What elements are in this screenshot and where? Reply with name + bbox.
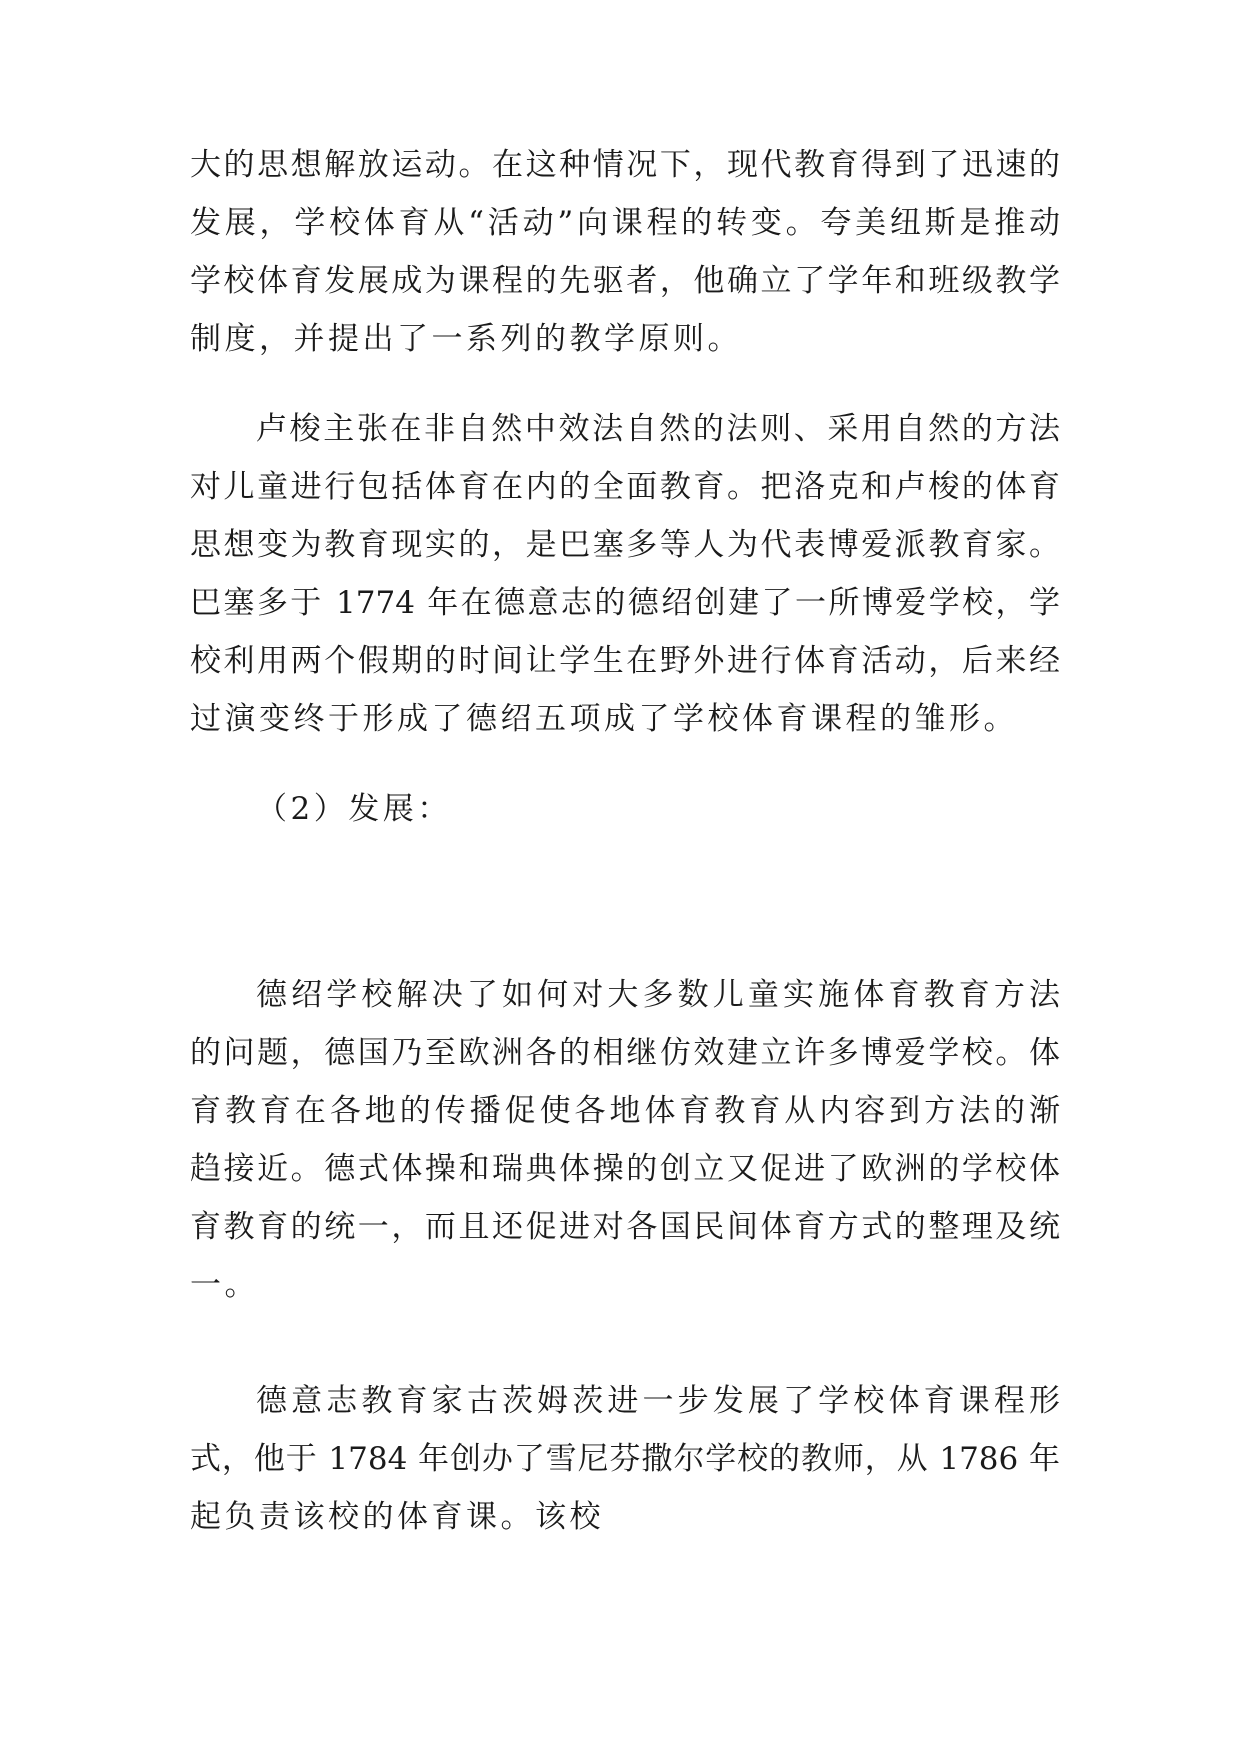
- paragraph-line: 对儿童进行包括体育在内的全面教育。把洛克和卢梭的体育: [190, 469, 1060, 505]
- paragraph-2: [190, 400, 1060, 748]
- paragraph-line: 过演变终于形成了德绍五项成了学校体育课程的雏形。: [190, 701, 1018, 737]
- paragraph-1: [190, 136, 1060, 368]
- paragraph-line: 大的思想解放运动。在这种情况下，现代教育得到了迅速的: [190, 147, 1060, 183]
- paragraph-line: 制度，并提出了一系列的教学原则。: [190, 321, 742, 357]
- paragraph-line: 起负责该校的体育课。该校: [190, 1499, 604, 1535]
- paragraph-line: 卢梭主张在非自然中效法自然的法则、采用自然的方法: [256, 411, 1060, 447]
- paragraph-4: [190, 1372, 1060, 1546]
- paragraph-line: 思想变为教育现实的，是巴塞多等人为代表博爱派教育家。: [190, 527, 1060, 563]
- paragraph-line: 巴塞多于 1774 年在德意志的德绍创建了一所博爱学校，学: [190, 585, 1060, 621]
- paragraph-line: 德绍学校解决了如何对大多数儿童实施体育教育方法: [256, 977, 1060, 1013]
- paragraph-line: 趋接近。德式体操和瑞典体操的创立又促进了欧洲的学校体: [190, 1151, 1060, 1187]
- paragraph-3: [190, 966, 1060, 1314]
- paragraph-line: 德意志教育家古茨姆茨进一步发展了学校体育课程形: [256, 1383, 1060, 1419]
- paragraph-line: 的问题，德国乃至欧洲各的相继仿效建立许多博爱学校。体: [190, 1035, 1060, 1071]
- paragraph-line: 育教育在各地的传播促使各地体育教育从内容到方法的渐: [190, 1093, 1060, 1129]
- paragraph-line: 一。: [190, 1267, 259, 1303]
- paragraph-line: 学校体育发展成为课程的先驱者，他确立了学年和班级教学: [190, 263, 1060, 299]
- paragraph-line: 式，他于 1784 年创办了雪尼芬撒尔学校的教师，从 1786 年: [190, 1441, 1060, 1477]
- section-heading-block: [190, 780, 1060, 838]
- paragraph-line: 育教育的统一，而且还促进对各国民间体育方式的整理及统: [190, 1209, 1060, 1245]
- section-heading: （2）发展：: [256, 791, 452, 827]
- paragraph-line: 发展，学校体育从“活动”向课程的转变。夸美纽斯是推动: [190, 205, 1060, 241]
- paragraph-line: 校利用两个假期的时间让学生在野外进行体育活动，后来经: [190, 643, 1060, 679]
